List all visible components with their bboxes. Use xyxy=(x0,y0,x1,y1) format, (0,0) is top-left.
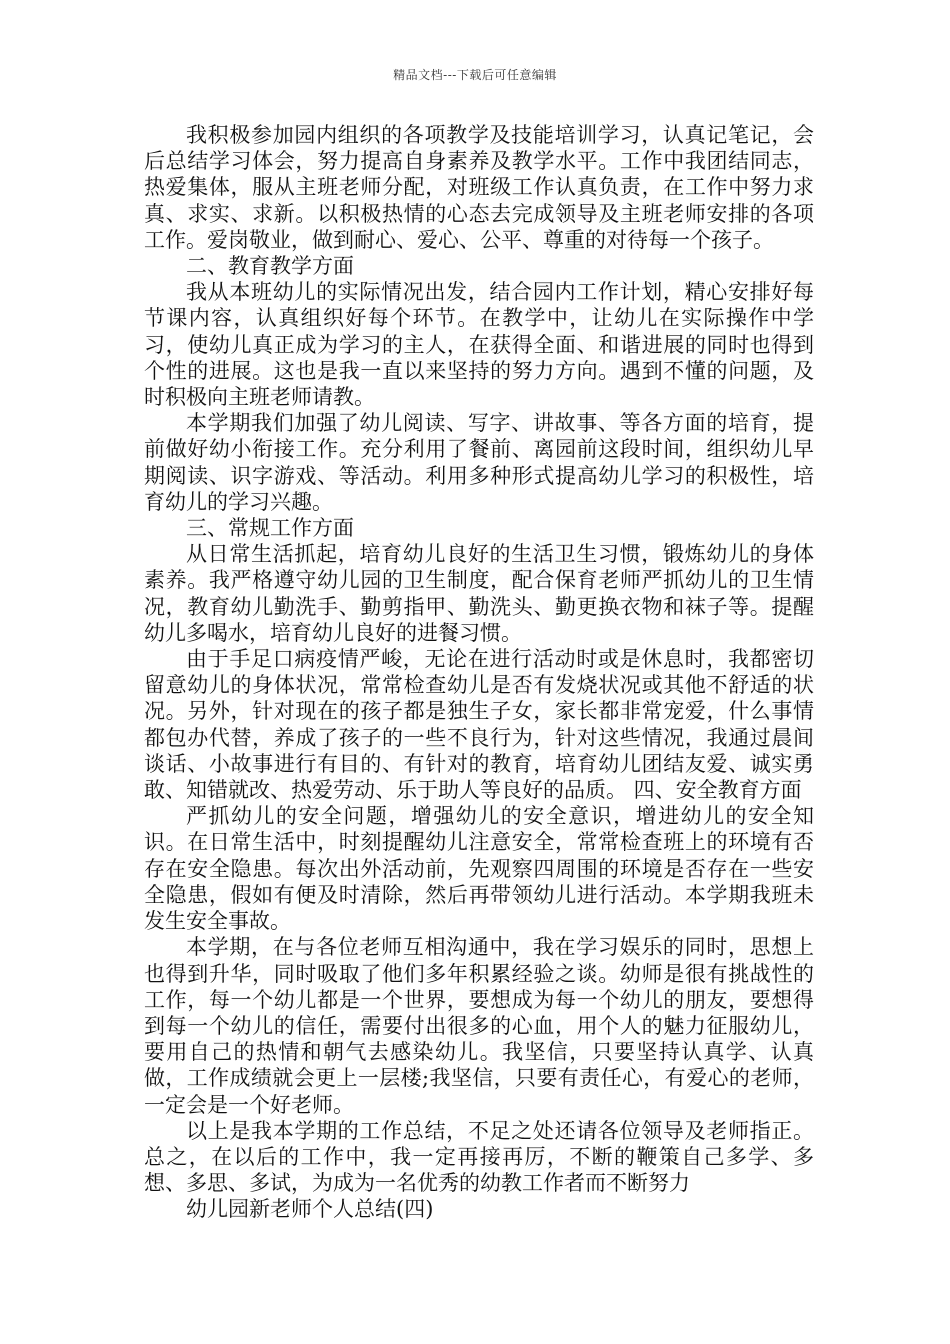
paragraph-health: 由于手足口病疫情严峻，无论在进行活动时或是休息时，我都密切留意幼儿的身体状况，常常检查幼儿是否有发烧状况或其他不舒适的状况。另外，针对现在的孩子都是独生子女，家长都非常宠爱，什么事情都包办代替，养成了孩子的一些不良行为，针对这些情况，我通过晨间谈话、小故事进行有目的、有针对的教育，培育幼儿团结友爱、诚实勇敢、知错就改、热爱劳动、乐于助人等良好的品质。 四、安全教育方面 xyxy=(144,647,814,803)
paragraph-hygiene: 从日常生活抓起，培育幼儿良好的生活卫生习惯，锻炼幼儿的身体素养。我严格遵守幼儿园的卫生制度，配合保育老师严抓幼儿的卫生情况，教育幼儿勤洗手、勤剪指甲、勤洗头、勤更换衣物和袜子等。提醒幼儿多喝水，培育幼儿良好的进餐习惯。 xyxy=(144,542,814,645)
section-heading-routine: 三、常规工作方面 xyxy=(186,516,354,541)
page-header: 精品文档---下载后可任意编辑 xyxy=(393,68,557,82)
paragraph-training: 我积极参加园内组织的各项教学及技能培训学习，认真记笔记，会后总结学习体会，努力提高自身素养及教学水平。工作中我团结同志，热爱集体，服从主班老师分配，对班级工作认真负责，在工作中努力求真、求实、求新。以积极热情的心态去完成领导及主班老师安排的各项工作。爱岗敬业，做到耐心、爱心、公平、尊重的对待每一个孩子。 xyxy=(144,123,814,252)
paragraph-reflection: 本学期，在与各位老师互相沟通中，我在学习娱乐的同时，思想上也得到升华，同时吸取了他们多年积累经验之谈。幼师是很有挑战性的工作，每一个幼儿都是一个世界，要想成为每一个幼儿的朋友，要想得到每一个幼儿的信任，需要付出很多的心血，用个人的魅力征服幼儿，要用自己的热情和朝气去感染幼儿。我坚信，只要坚持认真学、认真做，工作成绩就会更上一层楼;我坚信，只要有责任心，有爱心的老师，一定会是一个好老师。 xyxy=(144,935,814,1117)
document-body xyxy=(144,122,814,1223)
section-heading-teaching: 二、教育教学方面 xyxy=(186,254,354,279)
paragraph-teaching: 我从本班幼儿的实际情况出发，结合园内工作计划，精心安排好每节课内容，认真组织好每个环节。在教学中，让幼儿在实际操作中学习，使幼儿真正成为学习的主人，在获得全面、和谐进展的同时也得到个性的进展。这也是我一直以来坚持的努力方向。遇到不懂的问题，及时积极向主班老师请教。 xyxy=(144,280,814,410)
paragraph-safety: 严抓幼儿的安全问题，增强幼儿的安全意识，增进幼儿的安全知识。在日常生活中，时刻提醒幼儿注意安全，常常检查班上的环境有否存在安全隐患。每次出外活动前，先观察四周围的环境是否存在一些安全隐患，假如有便及时清除，然后再带领幼儿进行活动。本学期我班未发生安全事故。 xyxy=(144,804,814,934)
paragraph-conclusion: 以上是我本学期的工作总结，不足之处还请各位领导及老师指正。总之，在以后的工作中，我一定再接再厉，不断的鞭策自己多学、多想、多思、多试，为成为一名优秀的幼教工作者而不断努力 xyxy=(144,1118,814,1196)
paragraph-reading: 本学期我们加强了幼儿阅读、写字、讲故事、等各方面的培育，提前做好幼小衔接工作。充分利用了餐前、离园前这段时间，组织幼儿早期阅读、识字游戏、等活动。利用多种形式提高幼儿学习的积极性，培育幼儿的学习兴趣。 xyxy=(144,411,814,514)
next-section-title: 幼儿园新老师个人总结(四) xyxy=(186,1197,434,1222)
